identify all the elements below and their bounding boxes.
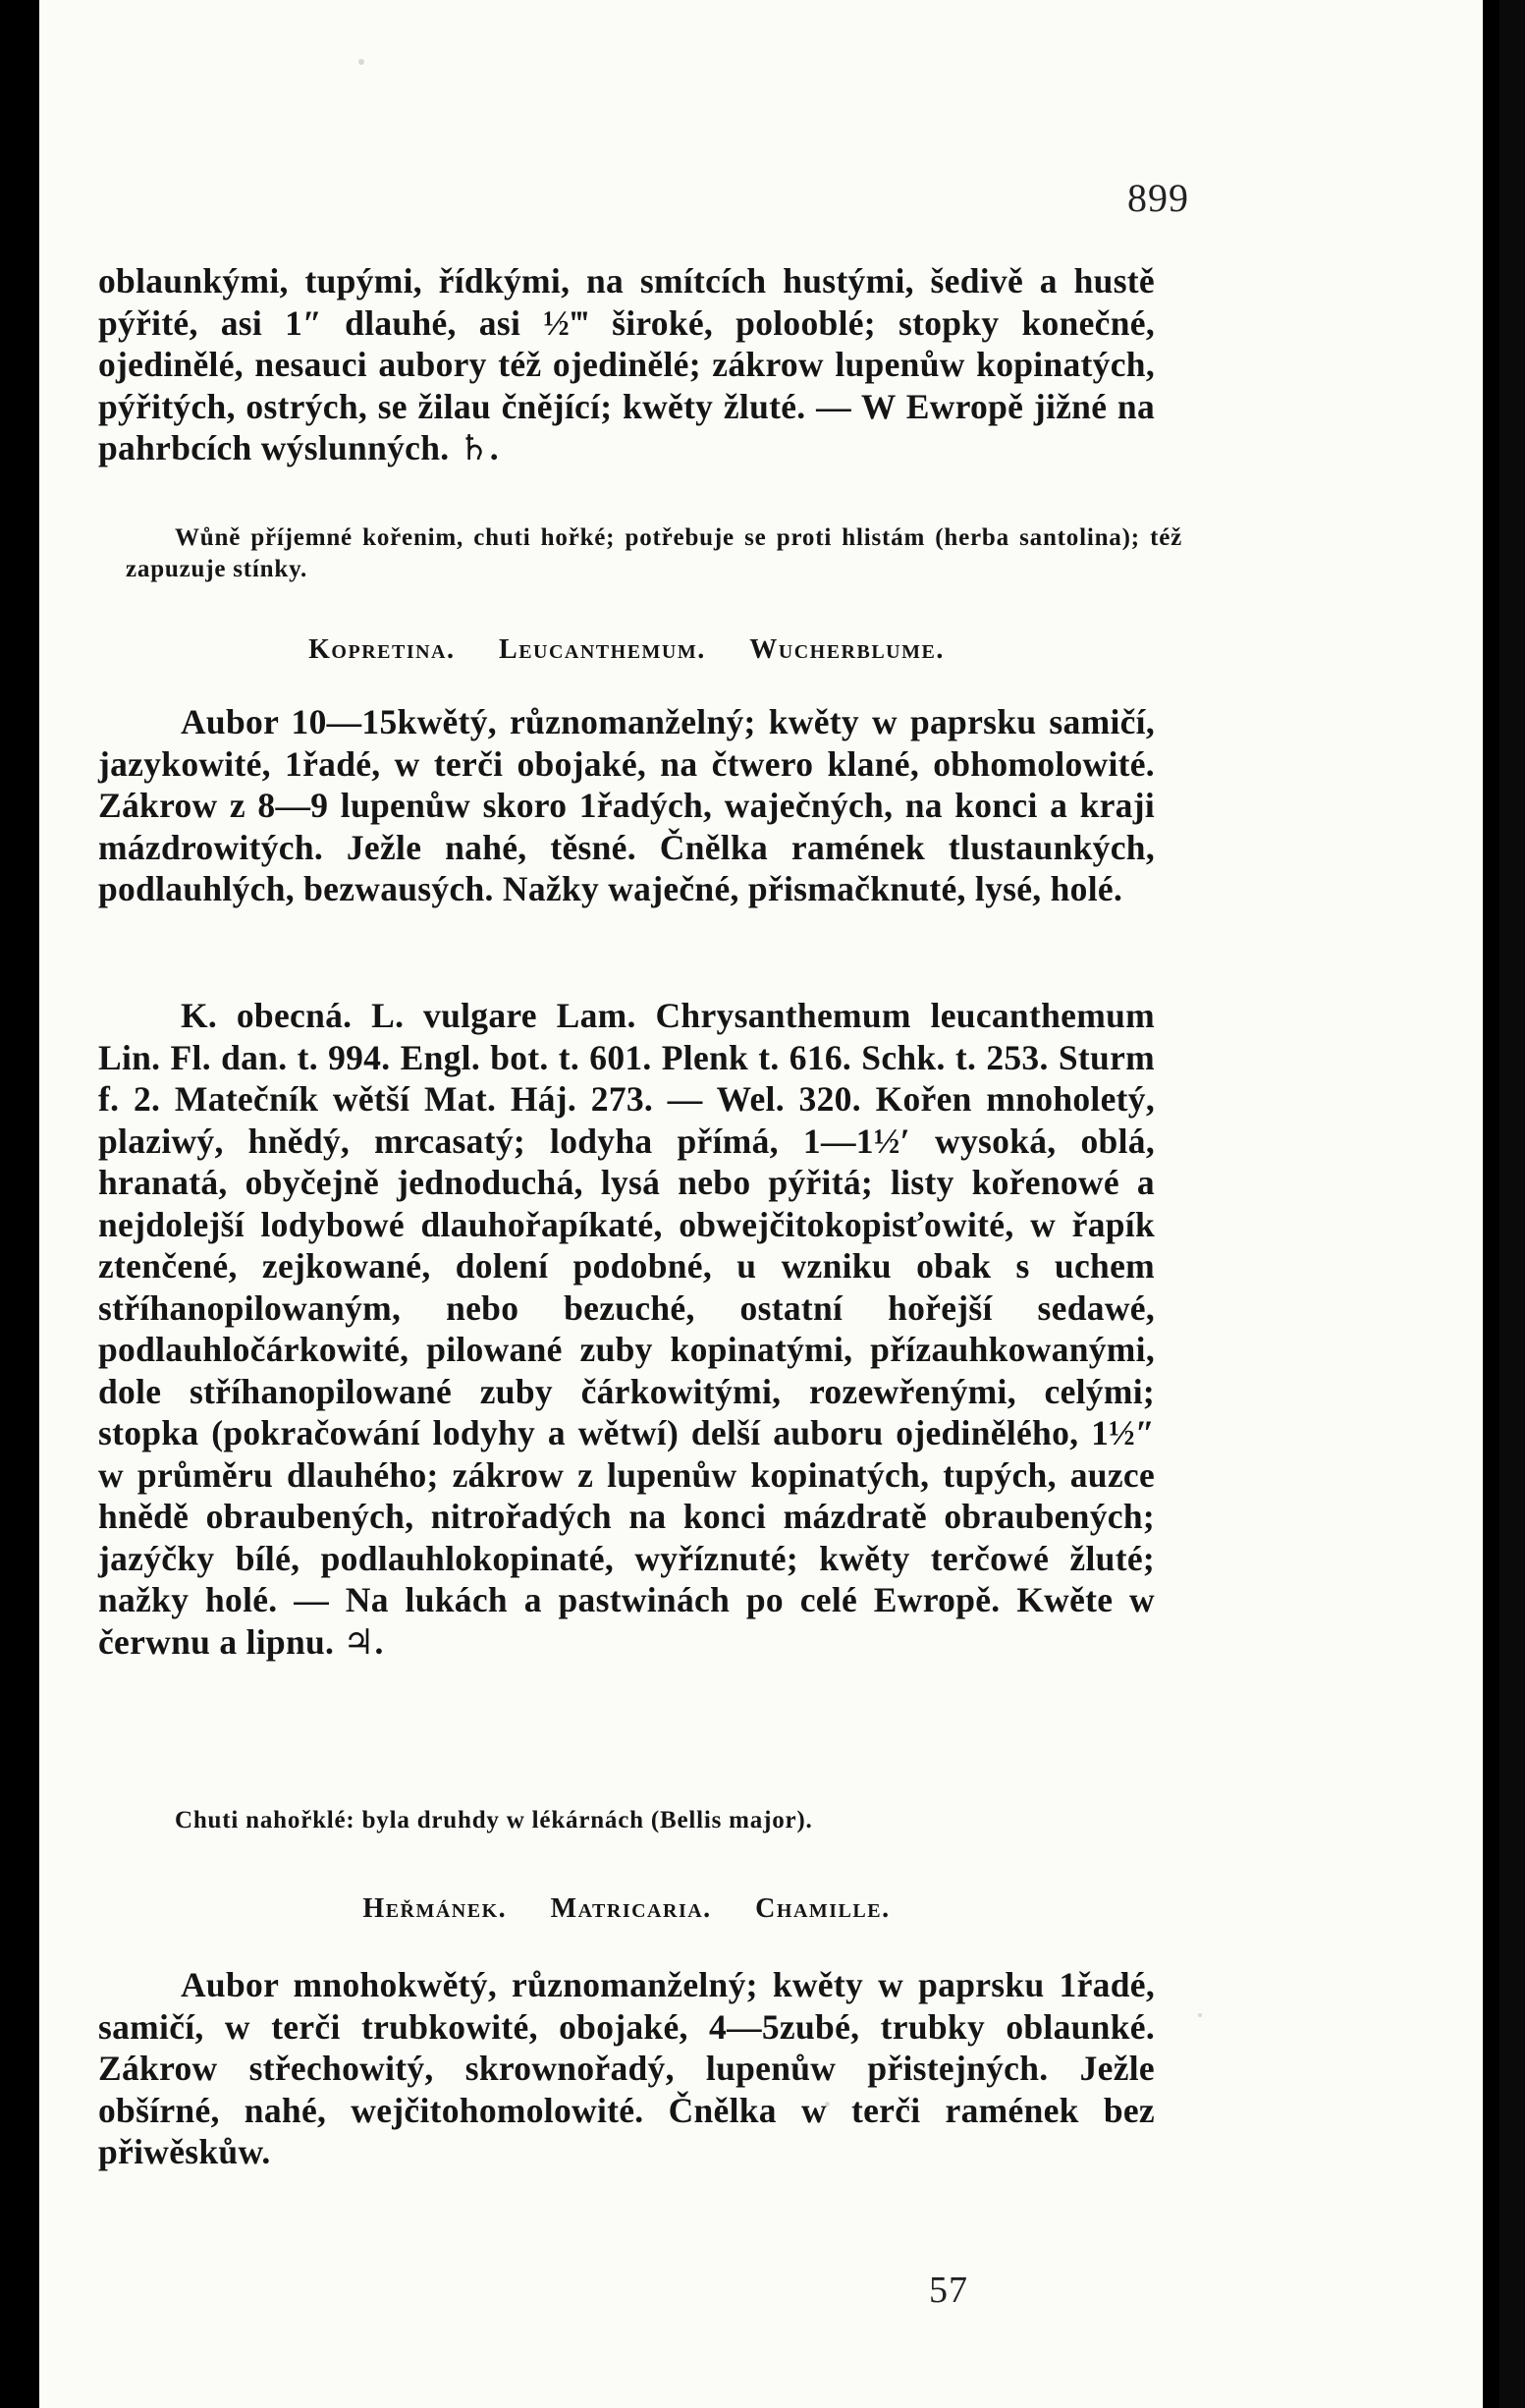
usage-note: Wůně příjemné kořenim, chuti hořké; potřebuje se proti hlistám (herba santolina); též zapuzuje stínky. (126, 524, 1182, 582)
genus-czech-name: Kopretina. (308, 634, 456, 665)
genus-german-name: Wucherblume. (749, 634, 945, 665)
page-number: 899 (1127, 176, 1189, 220)
page-edge-shadow (1499, 0, 1525, 2408)
genus-description-hermanek: Aubor mnohokwětý, různomanželný; kwěty w paprsku 1řadé, samičí, w terči trubkowité, obojaké, 4—5zubé, trubky oblaunké. Zákrow střechowitý, skrownořadý, lupenůw přistejných. Ježle obšírné, nahé, wejčitohomolowité. Čnělka w terči ramének bez přiwěskůw. (98, 1965, 1155, 2171)
genus-czech-name: Heřmánek. (362, 1893, 508, 1924)
continuation-paragraph: oblaunkými, tupými, řídkými, na smítcích hustými, šedivě a hustě pýřité, asi 1″ dlauhé, asi ½‴ široké, polooblé; stopky konečné, ojedinělé, nesauci aubory též ojedinělé; zákrow lupenůw kopinatých, pýřitých, ostrých, se žilau čnějící; kwěty žluté. — W Ewropě jižné na pahrbcích wýslunných. ♄. (98, 261, 1155, 467)
printer-signature-mark: 57 (929, 2270, 968, 2311)
genus-heading-hermanek (98, 1893, 1155, 1925)
species-description-obecna: K. obecná. L. vulgare Lam. Chrysanthemum leucanthemum Lin. Fl. dan. t. 994. Engl. bot. t. 601. Plenk t. 616. Schk. t. 253. Sturm f. 2. Matečník wětší Mat. Háj. 273. — Wel. 320. Kořen mnoholetý, plaziwý, hnědý, mrcasatý; lodyha přímá, 1—1½′ wysoká, oblá, hranatá, obyčejně jednoduchá, lysá nebo pýřitá; listy kořenowé a nejdolejší lodybowé dlauhořapíkaté, obwejčitokopisťowité, w řapík ztenčené, zejkowané, dolení podobné, u wzniku obak s uchem stříhanopilowaným, nebo bezuché, ostatní hořejší sedawé, podlauhločárkowité, pilowané zuby kopinatými, přízauhkowanými, dole stříhanopilowané zuby čárkowitými, rozewřenými, celými; stopka (pokračowání lodyhy a wětwí) delší auboru ojedinělého, 1½″ w průměru dlauhého; zákrow z lupenůw kopinatých, tupých, auzce hnědě obraubených, nitrořadých na konci mázdratě obraubených; jazýčky bílé, podlauhlokopinaté, wyříznuté; kwěty terčowé žluté; nažky holé. — Na lukách a pastwinách po celé Ewropě. Kwěte w čerwnu a lipnu. ♃. (98, 996, 1155, 1662)
genus-heading-kopretina (98, 634, 1155, 666)
genus-german-name: Chamille. (755, 1893, 891, 1924)
genus-latin-name: Leucanthemum. (499, 634, 706, 665)
genus-latin-name: Matricaria. (550, 1893, 712, 1924)
paper-speck (1198, 2013, 1202, 2017)
paper-speck (358, 59, 364, 65)
genus-description-kopretina: Aubor 10—15kwětý, různomanželný; kwěty w paprsku samičí, jazykowité, 1řadé, w terči obojaké, na čtwero klané, obhomolowité. Zákrow z 8—9 lupenůw skoro 1řadých, waječných, na konci a kraji mázdrowitých. Ježle nahé, těsné. Čnělka ramének tlustaunkých, podlauhlých, bezwausých. Nažky waječné, přismačknuté, lysé, holé. (98, 702, 1155, 908)
usage-note: Chuti nahořklé: byla druhdy w lékárnách (Bellis major). (175, 1807, 813, 1833)
